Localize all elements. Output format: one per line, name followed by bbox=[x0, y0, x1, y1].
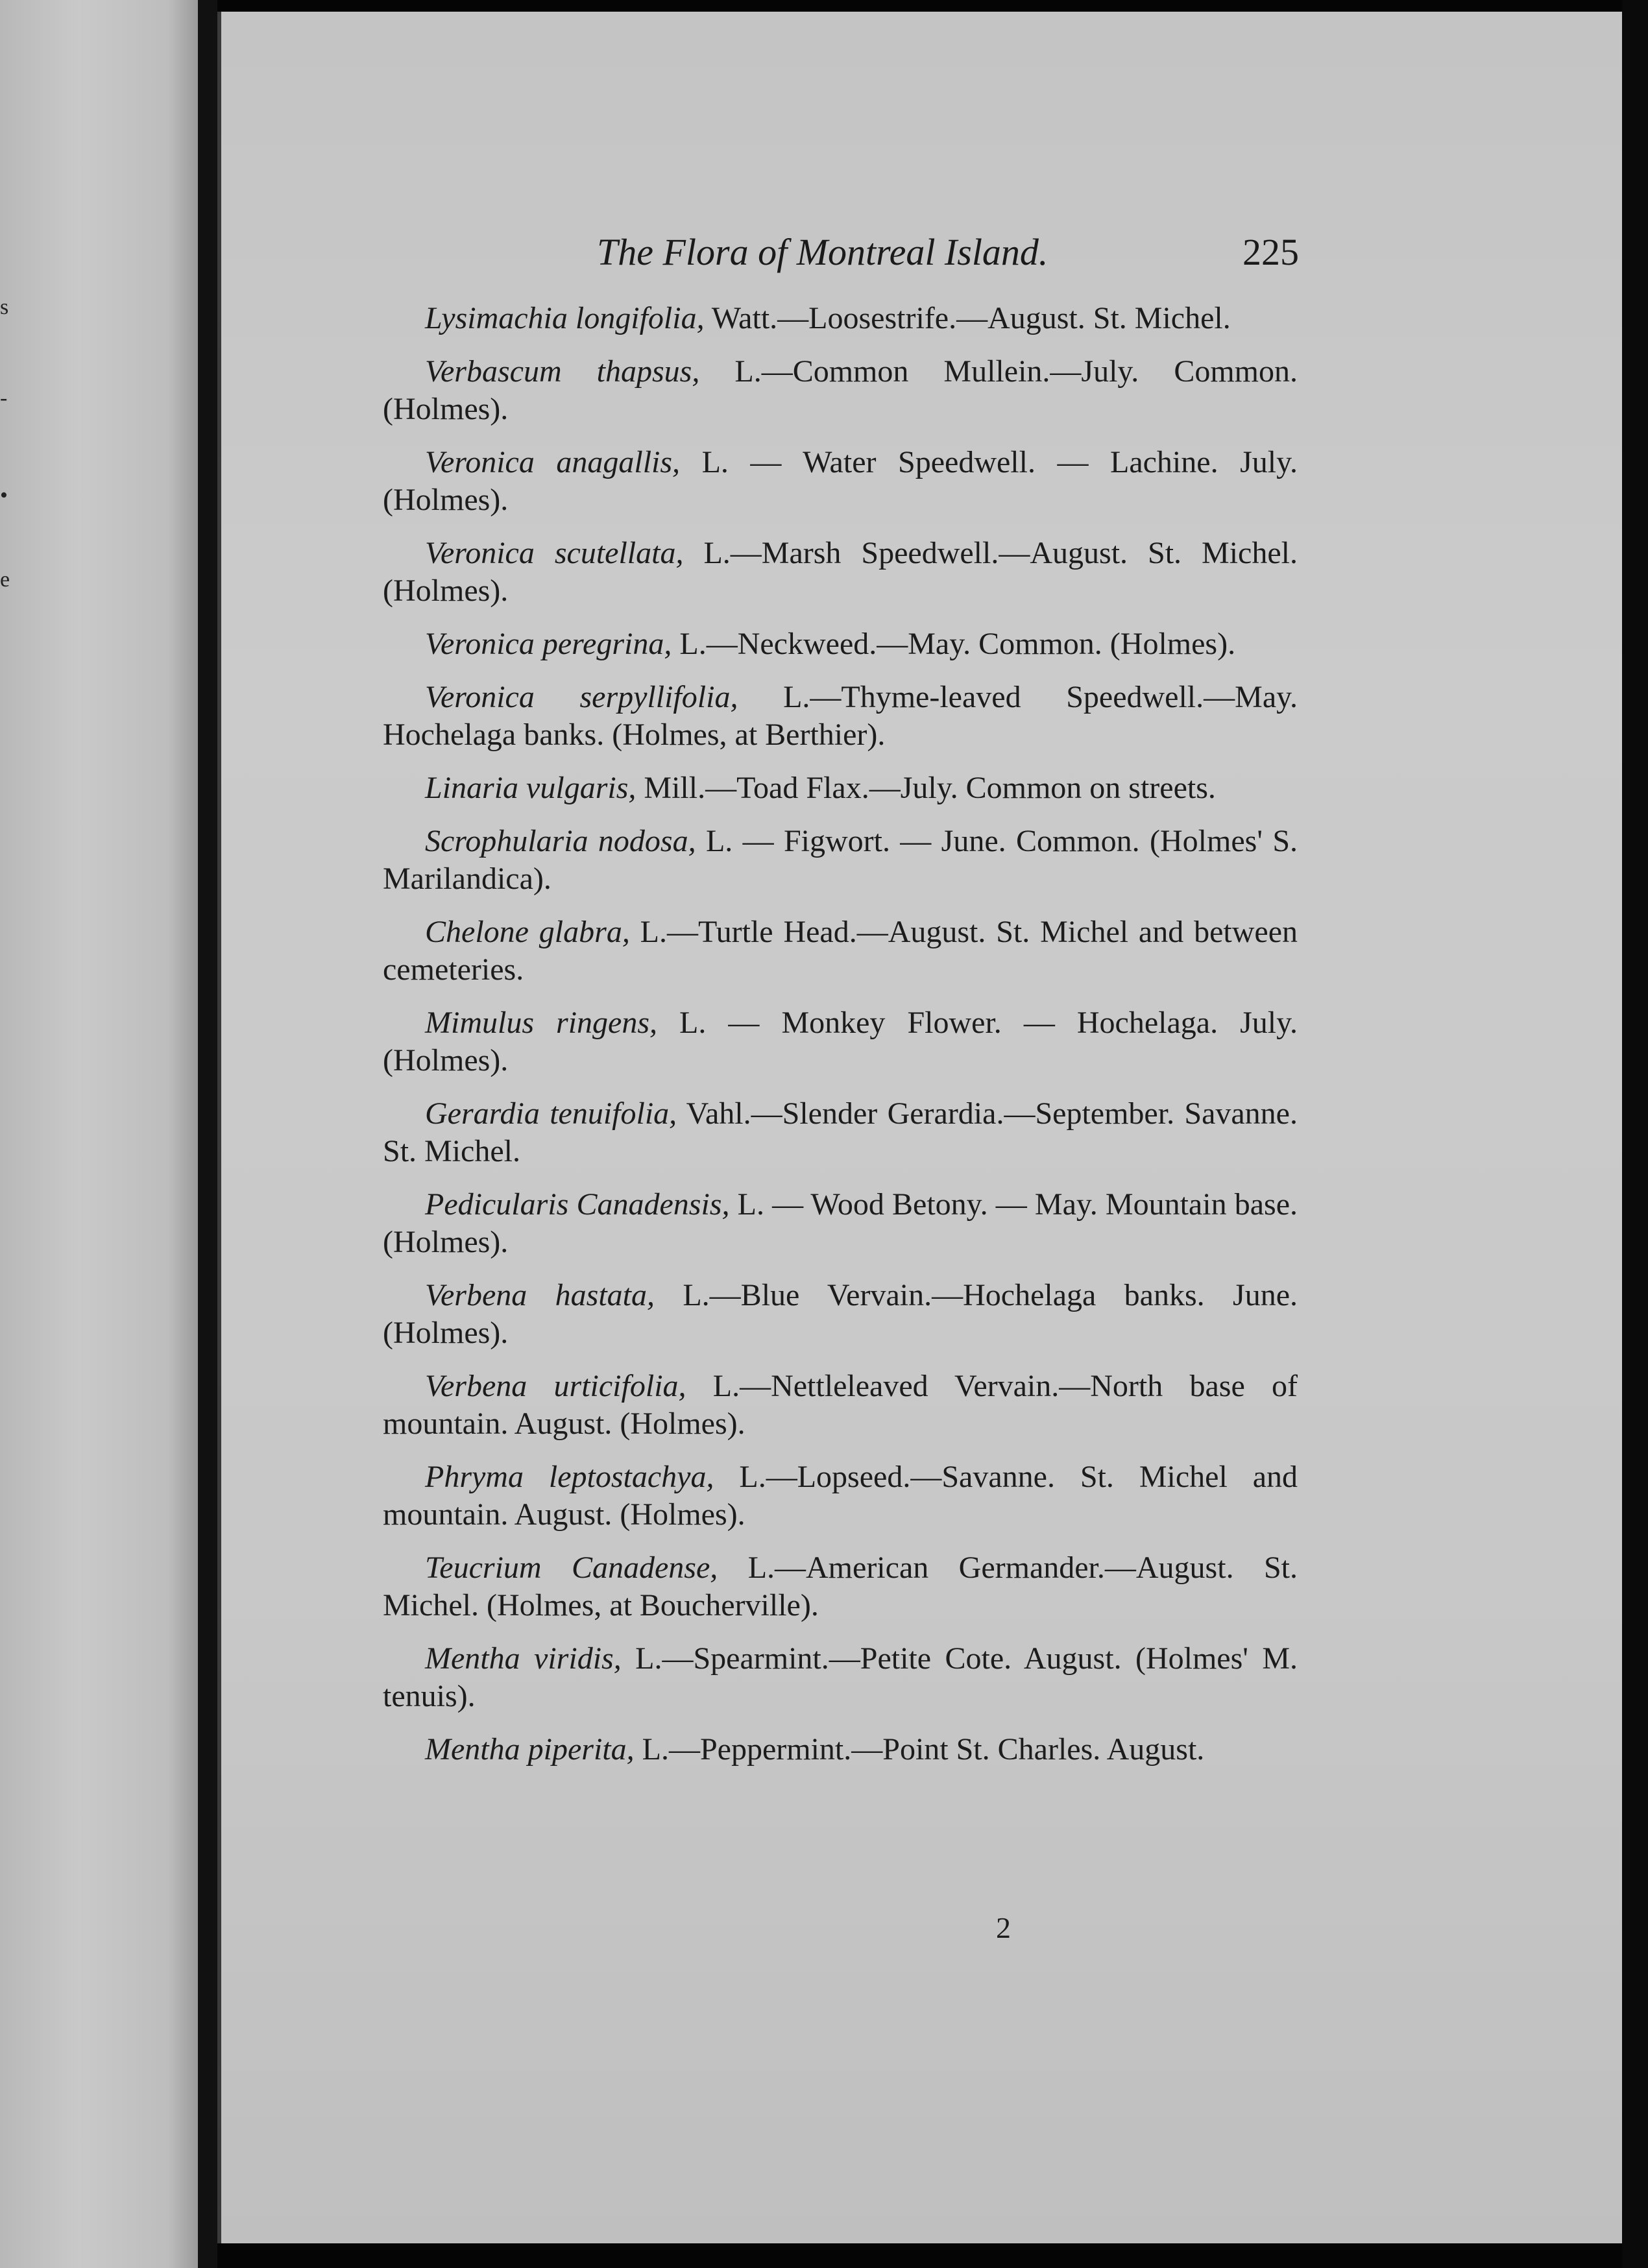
species-details: L.—Lopseed.—Savanne. St. Michel and mountain. August. (Holmes). bbox=[383, 1460, 1298, 1532]
species-details: L.—Marsh Speedwell.—August. St. Michel. (Holmes). bbox=[383, 536, 1298, 608]
species-name: Chelone glabra, bbox=[425, 915, 630, 949]
species-details: L.—Peppermint.—Point St. Charles. August. bbox=[634, 1732, 1205, 1767]
species-entry bbox=[383, 353, 1298, 428]
species-details: L.—American Germander.—August. St. Michel. (Holmes, at Boucherville). bbox=[383, 1550, 1298, 1623]
species-entry bbox=[383, 444, 1298, 519]
species-entry bbox=[383, 1549, 1298, 1624]
species-entry bbox=[383, 1277, 1298, 1352]
species-entry bbox=[383, 769, 1298, 807]
edge-mark: s bbox=[0, 295, 9, 319]
facing-page-edge bbox=[0, 0, 198, 2268]
species-entry bbox=[383, 823, 1298, 898]
species-entry bbox=[383, 1186, 1298, 1261]
species-name: Veronica peregrina, bbox=[425, 627, 672, 661]
species-details: Watt.—Loosestrife.—August. St. Michel. bbox=[704, 301, 1231, 335]
species-name: Teucrium Canadense, bbox=[425, 1550, 718, 1585]
species-entry bbox=[383, 913, 1298, 989]
running-title: The Flora of Montreal Island. bbox=[597, 231, 1048, 273]
scan-border-right bbox=[1622, 0, 1648, 2268]
species-name: Veronica anagallis, bbox=[425, 445, 681, 479]
species-details: L. — Wood Betony. — May. Mountain base. (Holmes). bbox=[383, 1187, 1298, 1259]
species-details: L.—Spearmint.—Petite Cote. August. (Holmes' M. tenuis). bbox=[383, 1641, 1298, 1713]
species-details: Vahl.—Slender Gerardia.—September. Savanne. St. Michel. bbox=[383, 1096, 1298, 1168]
species-details: L.—Nettleleaved Vervain.—North base of mountain. August. (Holmes). bbox=[383, 1369, 1298, 1441]
edge-mark: e bbox=[0, 568, 10, 592]
species-entry bbox=[383, 1731, 1298, 1768]
species-details: L.—Common Mullein.—July. Common. (Holmes). bbox=[383, 354, 1298, 426]
species-details: L. — Figwort. — June. Common. (Holmes' S. Marilandica). bbox=[383, 824, 1298, 896]
species-entry bbox=[383, 1458, 1298, 1534]
signature-mark: 2 bbox=[996, 1911, 1011, 1944]
species-entry bbox=[383, 679, 1298, 754]
species-name: Mimulus ringens, bbox=[425, 1006, 658, 1040]
species-entry bbox=[383, 625, 1298, 663]
species-name: Lysimachia longifolia, bbox=[425, 301, 705, 335]
species-details: L.—Blue Vervain.—Hochelaga banks. June. (Holmes). bbox=[383, 1278, 1298, 1350]
species-name: Scrophularia nodosa, bbox=[425, 824, 696, 858]
species-entry bbox=[383, 1095, 1298, 1170]
species-entry bbox=[383, 535, 1298, 610]
edge-mark: • bbox=[0, 483, 8, 507]
species-entry bbox=[383, 1004, 1298, 1080]
species-name: Gerardia tenuifolia, bbox=[425, 1096, 677, 1131]
species-list bbox=[383, 300, 1298, 1784]
gutter bbox=[198, 0, 217, 2268]
species-details: Mill.—Toad Flax.—July. Common on streets. bbox=[636, 771, 1216, 805]
species-details: L.—Turtle Head.—August. St. Michel and between cemeteries. bbox=[383, 915, 1298, 987]
species-entry bbox=[383, 1368, 1298, 1443]
species-name: Veronica scutellata, bbox=[425, 536, 684, 570]
species-name: Verbena urticifolia, bbox=[425, 1369, 686, 1403]
species-details: L.—Neckweed.—May. Common. (Holmes). bbox=[672, 627, 1236, 661]
species-name: Pedicularis Canadensis, bbox=[425, 1187, 730, 1222]
species-details: L. — Water Speedwell. — Lachine. July. (Holmes). bbox=[383, 445, 1298, 517]
page-number: 225 bbox=[1242, 231, 1299, 273]
species-details: L.—Thyme-leaved Speedwell.—May. Hochelaga banks. (Holmes, at Berthier). bbox=[383, 680, 1298, 752]
species-entry bbox=[383, 1640, 1298, 1715]
species-name: Linaria vulgaris, bbox=[425, 771, 636, 805]
species-name: Mentha piperita, bbox=[425, 1732, 635, 1767]
species-name: Veronica serpyllifolia, bbox=[425, 680, 738, 714]
species-name: Verbascum thapsus, bbox=[425, 354, 700, 389]
species-entry bbox=[383, 300, 1298, 337]
species-name: Phryma leptostachya, bbox=[425, 1460, 714, 1494]
species-name: Mentha viridis, bbox=[425, 1641, 622, 1676]
edge-mark: - bbox=[0, 386, 8, 410]
species-name: Verbena hastata, bbox=[425, 1278, 655, 1312]
species-details: L. — Monkey Flower. — Hochelaga. July. (Holmes). bbox=[383, 1006, 1298, 1078]
